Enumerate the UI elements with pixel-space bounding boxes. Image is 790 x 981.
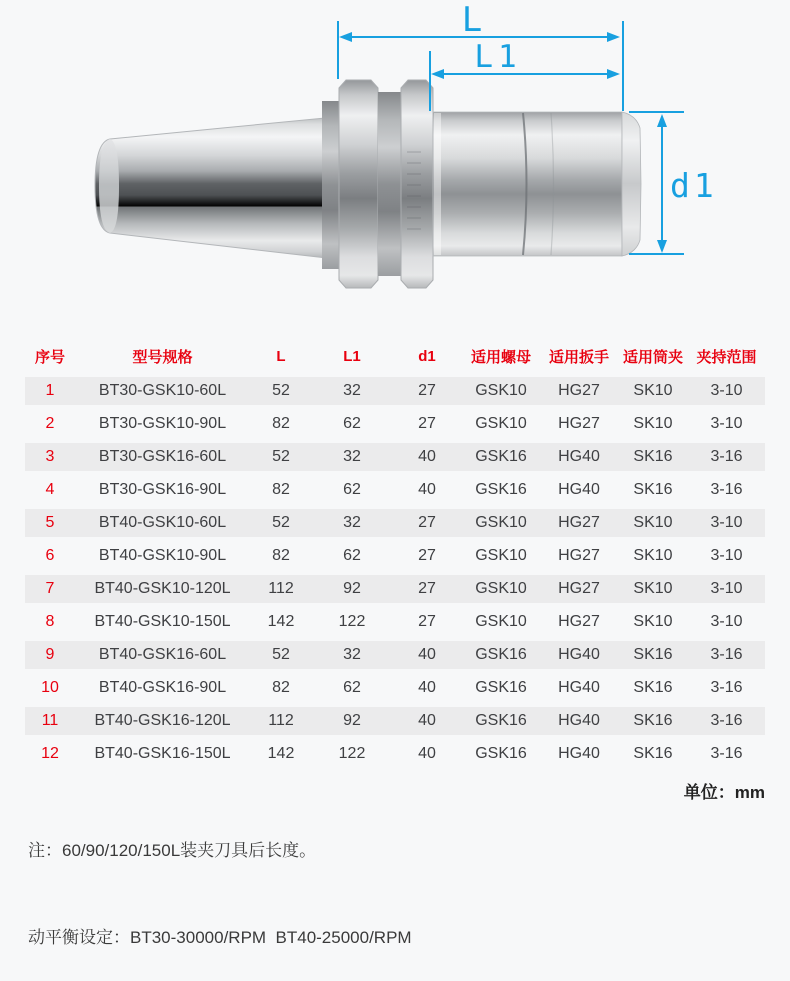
spec-table-body [25, 374, 765, 770]
table-cell: 62 [343, 414, 361, 432]
table-cell: SK10 [633, 612, 673, 630]
table-cell: BT40-GSK10-60L [98, 513, 227, 531]
body-highlight [434, 113, 441, 255]
table-row [25, 572, 765, 605]
table-cell: BT40-GSK16-90L [98, 678, 227, 696]
table-cell: SK16 [633, 645, 673, 663]
table-cell: BT30-GSK16-90L [98, 480, 227, 498]
table-cell: HG40 [558, 678, 600, 696]
column-header: 适用筒夹 [622, 348, 683, 366]
arrow-l-left [339, 32, 352, 42]
table-cell: 52 [272, 645, 290, 663]
table-cell: 27 [418, 513, 436, 531]
column-header: L1 [343, 347, 361, 365]
table-cell: HG40 [558, 447, 600, 465]
table-cell: HG40 [558, 744, 600, 762]
table-cell: 40 [418, 645, 436, 663]
table-cell: SK16 [633, 678, 673, 696]
table-row [25, 605, 765, 638]
column-header: L [276, 347, 286, 365]
table-row [25, 473, 765, 506]
table-cell: 122 [338, 744, 366, 762]
table-cell: GSK16 [475, 645, 527, 663]
spec-table-header [25, 338, 765, 374]
table-cell: BT30-GSK16-60L [98, 447, 227, 465]
dim-label-d1: d1 [670, 166, 718, 205]
column-header: 适用扳手 [548, 348, 609, 366]
table-cell: SK16 [633, 480, 673, 498]
table-row [25, 704, 765, 737]
row-number-cell: 9 [45, 645, 55, 663]
table-cell: 3-16 [710, 480, 743, 498]
table-row [25, 440, 765, 473]
table-cell: 27 [418, 546, 436, 564]
nose-cap [622, 112, 641, 256]
table-cell: GSK16 [475, 480, 527, 498]
table-cell: GSK16 [475, 744, 527, 762]
table-cell: 3-10 [710, 612, 743, 630]
table-cell: 142 [267, 744, 295, 762]
row-number-cell: 7 [45, 579, 55, 597]
table-cell: GSK10 [475, 381, 527, 399]
table-cell: 112 [268, 579, 294, 597]
table-cell: BT40-GSK16-150L [94, 744, 231, 762]
table-cell: 92 [343, 711, 361, 729]
table-cell: 52 [272, 447, 290, 465]
row-number-cell: 8 [45, 612, 55, 630]
toolholder-shape [95, 80, 641, 288]
cone-end-face [99, 139, 119, 233]
table-cell: 3-10 [710, 414, 743, 432]
table-cell: GSK10 [475, 414, 527, 432]
table-cell: SK10 [633, 546, 673, 564]
table-cell: 3-16 [710, 678, 743, 696]
table-cell: 40 [418, 744, 436, 762]
flange-rib-front [339, 80, 378, 288]
table-cell: HG27 [558, 381, 600, 399]
table-cell: SK16 [633, 711, 673, 729]
table-cell: BT40-GSK10-150L [94, 612, 231, 630]
table-cell: 62 [343, 678, 361, 696]
table-cell: BT40-GSK10-90L [98, 546, 227, 564]
table-cell: GSK16 [475, 447, 527, 465]
column-header: 适用螺母 [470, 348, 531, 366]
taper-cone [95, 117, 335, 259]
table-cell: GSK16 [475, 711, 527, 729]
table-cell: 3-16 [710, 447, 743, 465]
table-cell: 3-10 [710, 381, 743, 399]
table-cell: 82 [272, 480, 290, 498]
note-line-2: 动平衡设定：BT30-30000/RPM BT40-25000/RPM [28, 928, 412, 947]
arrow-d1-top [657, 114, 667, 127]
arrow-l-right [607, 32, 620, 42]
table-cell: 32 [343, 447, 361, 465]
table-row [25, 506, 765, 539]
table-cell: 27 [418, 612, 436, 630]
table-cell: BT40-GSK10-120L [94, 579, 231, 597]
table-cell: SK10 [633, 579, 673, 597]
table-cell: GSK10 [475, 513, 527, 531]
toolholder-photo [0, 0, 790, 332]
toolholder-figure [0, 0, 790, 332]
table-cell: GSK10 [475, 546, 527, 564]
arrow-l1-left [431, 69, 444, 79]
table-cell: GSK10 [475, 579, 527, 597]
table-cell: BT30-GSK10-90L [98, 414, 227, 432]
table-cell: 27 [418, 381, 436, 399]
flange-v-groove [378, 92, 401, 276]
unit-label: 单位：mm [683, 783, 765, 802]
table-cell: 62 [343, 480, 361, 498]
table-cell: SK16 [633, 447, 673, 465]
row-number-cell: 10 [41, 678, 59, 696]
table-cell: 92 [343, 579, 361, 597]
table-cell: 52 [272, 513, 290, 531]
table-cell: 82 [272, 678, 290, 696]
table-cell: HG27 [558, 612, 600, 630]
flange-rib-rear [401, 80, 433, 288]
table-cell: 40 [418, 711, 436, 729]
row-number-cell: 11 [41, 711, 59, 729]
table-cell: 27 [418, 579, 436, 597]
row-number-cell: 3 [45, 447, 55, 465]
table-cell: 40 [418, 447, 436, 465]
table-row [25, 539, 765, 572]
table-cell: 82 [272, 546, 290, 564]
row-number-cell: 12 [41, 744, 59, 762]
column-header: 夹持范围 [696, 348, 757, 366]
dim-label-l1: L1 [474, 39, 522, 75]
table-cell: 40 [418, 678, 436, 696]
table-cell: BT30-GSK10-60L [98, 381, 227, 399]
table-cell: 27 [418, 414, 436, 432]
table-cell: 82 [272, 414, 290, 432]
arrow-l1-right [607, 69, 620, 79]
table-cell: 112 [268, 711, 294, 729]
column-header: d1 [418, 347, 436, 365]
table-cell: 32 [343, 645, 361, 663]
table-cell: HG40 [558, 711, 600, 729]
table-cell: 3-16 [710, 711, 743, 729]
spec-table [25, 338, 765, 770]
table-cell: 142 [267, 612, 295, 630]
table-cell: HG27 [558, 579, 600, 597]
row-number-cell: 6 [45, 546, 55, 564]
table-cell: 62 [343, 546, 361, 564]
table-cell: 122 [338, 612, 366, 630]
row-number-cell: 4 [45, 480, 55, 498]
table-cell: GSK16 [475, 678, 527, 696]
table-cell: SK10 [633, 513, 673, 531]
row-number-cell: 5 [45, 513, 55, 531]
table-row [25, 407, 765, 440]
table-cell: HG27 [558, 546, 600, 564]
table-cell: 32 [343, 381, 361, 399]
table-cell: SK10 [633, 414, 673, 432]
table-cell: HG40 [558, 480, 600, 498]
table-cell: BT40-GSK16-120L [94, 711, 231, 729]
table-cell: 3-10 [710, 579, 743, 597]
table-cell: HG27 [558, 414, 600, 432]
row-number-cell: 1 [45, 381, 55, 399]
table-cell: 32 [343, 513, 361, 531]
table-row [25, 638, 765, 671]
table-cell: 3-10 [710, 513, 743, 531]
dim-label-l: L [461, 0, 483, 40]
table-cell: SK10 [633, 381, 673, 399]
column-header: 型号规格 [132, 348, 193, 366]
table-cell: BT40-GSK16-60L [98, 645, 227, 663]
table-cell: 3-16 [710, 645, 743, 663]
row-number-cell: 2 [45, 414, 55, 432]
footer-notes [28, 778, 412, 981]
table-cell: GSK10 [475, 612, 527, 630]
table-cell: 3-16 [710, 744, 743, 762]
table-cell: HG40 [558, 645, 600, 663]
table-cell: HG27 [558, 513, 600, 531]
table-cell: 3-10 [710, 546, 743, 564]
arrow-d1-bottom [657, 240, 667, 253]
table-cell: 40 [418, 480, 436, 498]
step-ring [322, 101, 340, 269]
table-row [25, 737, 765, 770]
table-cell: 52 [272, 381, 290, 399]
table-row [25, 374, 765, 407]
note-line-1: 注：60/90/120/150L装夹刀具后长度。 [28, 841, 317, 860]
table-row [25, 671, 765, 704]
table-cell: SK16 [633, 744, 673, 762]
column-header: 序号 [34, 348, 65, 366]
